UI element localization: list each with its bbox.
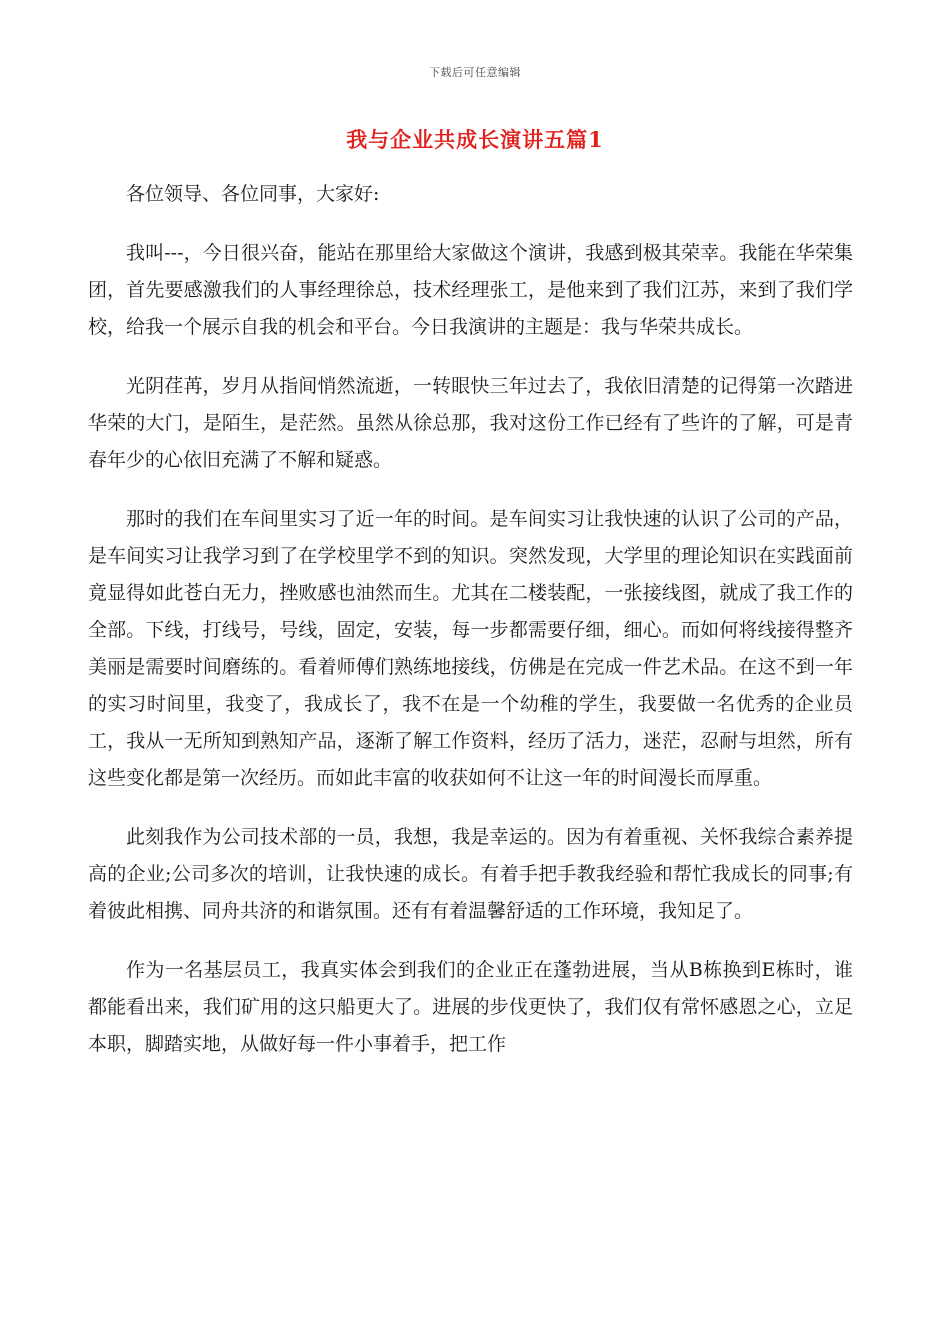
paragraph: 那时的我们在车间里实习了近一年的时间。是车间实习让我快速的认识了公司的产品，是车间实习让我学习到了在学校里学不到的知识。突然发现，大学里的理论知识在实践面前竟显得如此苍白无力，挫败感也油然而生。尤其在二楼装配，一张接线图，就成了我工作的全部。下线，打线号，号线，固定，安装，每一步都需要仔细，细心。而如何将线接得整齐美丽是需要时间磨练的。看着师傅们熟练地接线，仿佛是在完成一件艺术品。在这不到一年的实习时间里，我变了，我成长了，我不在是一个幼稚的学生，我要做一名优秀的企业员工，我从一无所知到熟知产品，逐渐了解工作资料，经历了活力，迷茫，忍耐与坦然，所有这些变化都是第一次经历。而如此丰富的收获如何不让这一年的时间漫长而厚重。 [88, 508, 853, 789]
paragraph: 此刻我作为公司技术部的一员，我想，我是幸运的。因为有着重视、关怀我综合素养提高的企业;公司多次的培训，让我快速的成长。有着手把手教我经验和帮忙我成长的同事;有着彼此相携、同舟共济的和谐氛围。还有有着温馨舒适的工作环境，我知足了。 [88, 826, 853, 922]
paragraph: 我叫---，今日很兴奋，能站在那里给大家做这个演讲，我感到极其荣幸。我能在华荣集团，首先要感激我们的人事经理徐总，技术经理张工，是他来到了我们江苏，来到了我们学校，给我一个展示自我的机会和平台。今日我演讲的主题是：我与华荣共成长。 [88, 242, 853, 338]
paragraph-greeting: 各位领导、各位同事，大家好: [126, 183, 380, 205]
paragraph: 作为一名基层员工，我真实体会到我们的企业正在蓬勃进展，当从B栋换到E栋时，谁都能看出来，我们矿用的这只船更大了。进展的步伐更快了，我们仅有常怀感恩之心，立足本职，脚踏实地，从做好每一件小事着手，把工作 [88, 959, 853, 1055]
document-body [88, 176, 853, 1085]
header-note: 下载后可任意编辑 [429, 66, 521, 79]
paragraph: 光阴荏苒，岁月从指间悄然流逝，一转眼快三年过去了，我依旧清楚的记得第一次踏进华荣的大门，是陌生，是茫然。虽然从徐总那，我对这份工作已经有了些许的了解，可是青春年少的心依旧充满了不解和疑惑。 [88, 375, 853, 471]
document-title: 我与企业共成长演讲五篇1 [346, 127, 604, 152]
